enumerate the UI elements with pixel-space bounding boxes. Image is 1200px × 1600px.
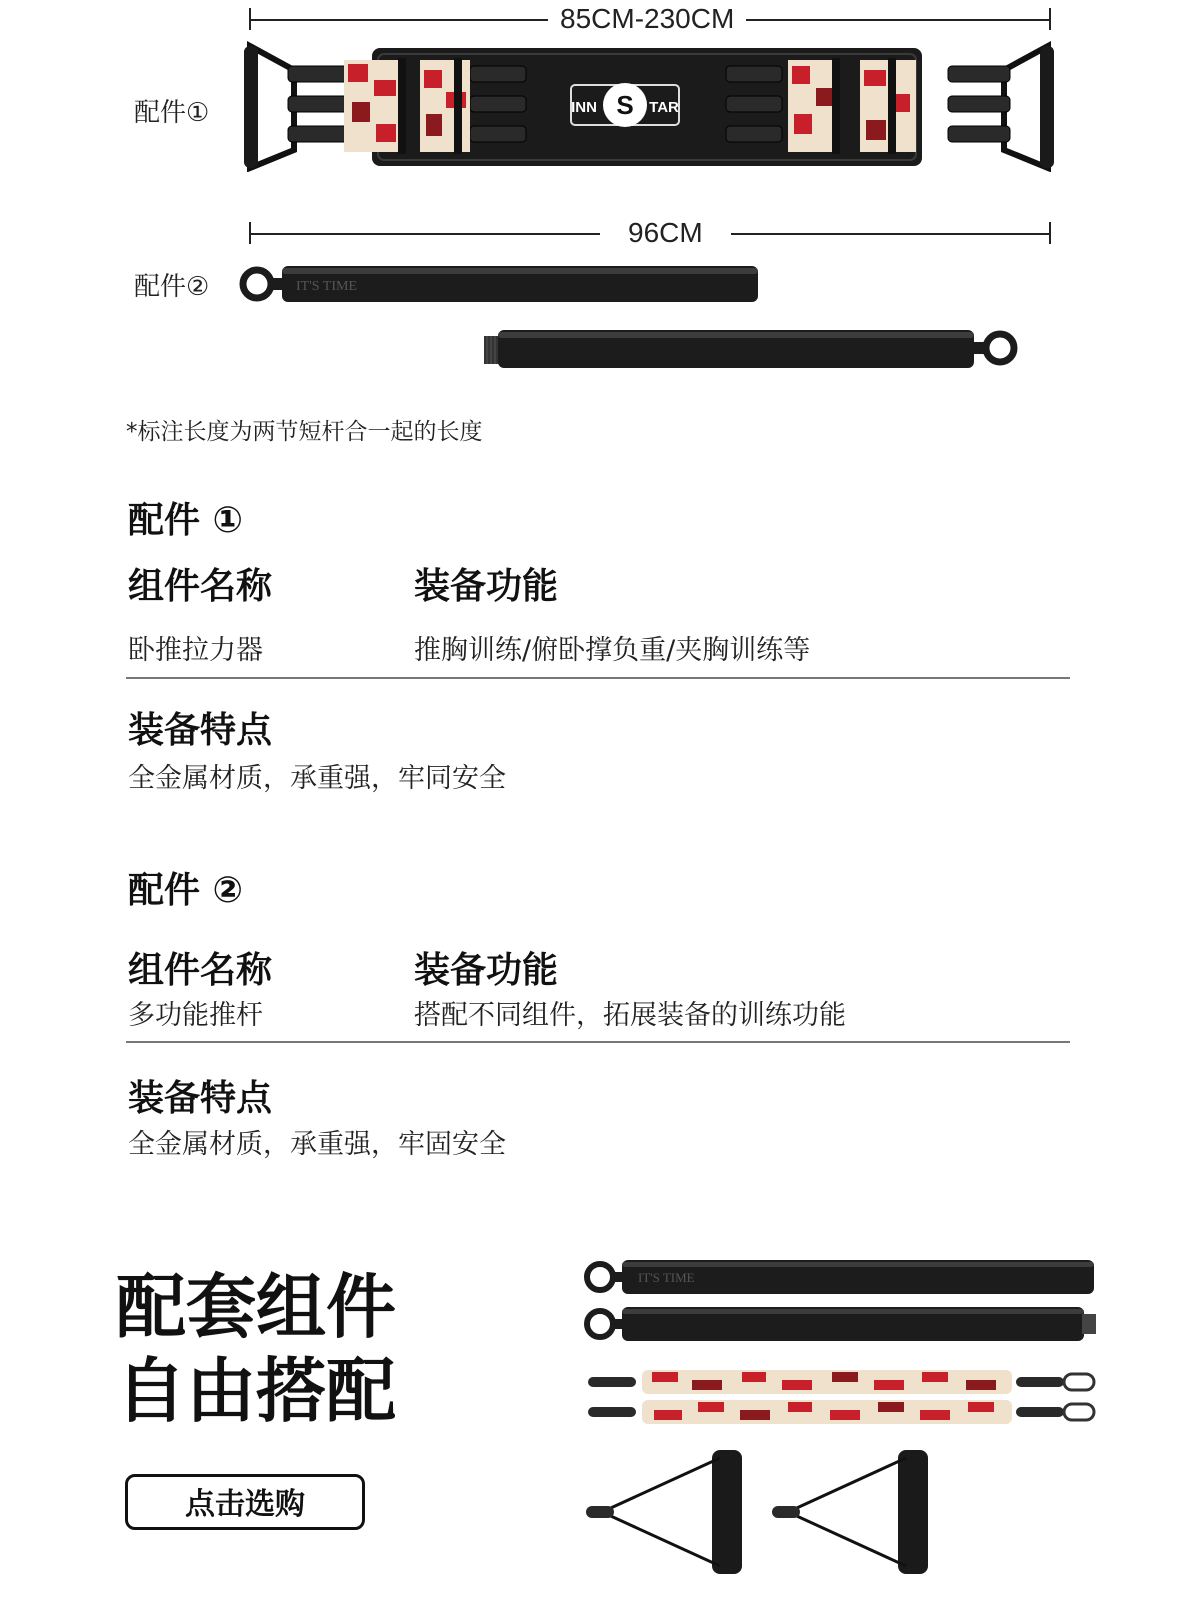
svg-text:S: S	[616, 90, 634, 120]
section-1-function-value: 推胸训练/俯卧撑负重/夹胸训练等	[414, 635, 811, 666]
svg-text:INN: INN	[571, 99, 597, 116]
dim-mid-label: 96CM	[600, 218, 731, 248]
section-1-name-value: 卧推拉力器	[128, 635, 263, 666]
svg-text:IT'S TIME: IT'S TIME	[296, 279, 357, 294]
accessory-2-label: 配件②	[134, 272, 210, 302]
section-1-function-heading: 装备功能	[414, 566, 559, 607]
section-2-divider	[126, 1041, 1070, 1043]
buy-now-button[interactable]: 点击选购	[125, 1474, 365, 1530]
length-note: *标注长度为两节短杆合一起的长度	[126, 419, 483, 445]
svg-text:IT'S TIME: IT'S TIME	[638, 1270, 695, 1285]
promo-line-2: 自由搭配	[116, 1350, 396, 1432]
section-2-feature-value: 全金属材质，承重强，牢固安全	[128, 1129, 506, 1160]
accessory-1-label: 配件①	[134, 98, 210, 128]
promo-line-1: 配套组件	[116, 1266, 396, 1348]
section-1-title: 配件 ①	[128, 500, 244, 541]
accessory-set-image	[582, 1250, 1102, 1590]
section-2-name-heading: 组件名称	[128, 950, 273, 991]
section-2-title: 配件 ②	[128, 870, 244, 911]
dim-top-label: 85CM-230CM	[548, 4, 746, 34]
bench-press-band-image	[244, 40, 1054, 172]
section-1-feature-heading: 装备特点	[128, 710, 273, 751]
section-2-name-value: 多功能推杆	[128, 1000, 263, 1031]
section-1-feature-value: 全金属材质，承重强，牢同安全	[128, 763, 506, 794]
push-bar-image	[236, 258, 1036, 378]
svg-text:TAR: TAR	[649, 99, 679, 116]
section-2-function-heading: 装备功能	[414, 950, 559, 991]
section-2-function-value: 搭配不同组件，拓展装备的训练功能	[414, 1000, 846, 1031]
section-2-feature-heading: 装备特点	[128, 1078, 273, 1119]
section-1-divider	[126, 677, 1070, 679]
section-1-name-heading: 组件名称	[128, 566, 273, 607]
